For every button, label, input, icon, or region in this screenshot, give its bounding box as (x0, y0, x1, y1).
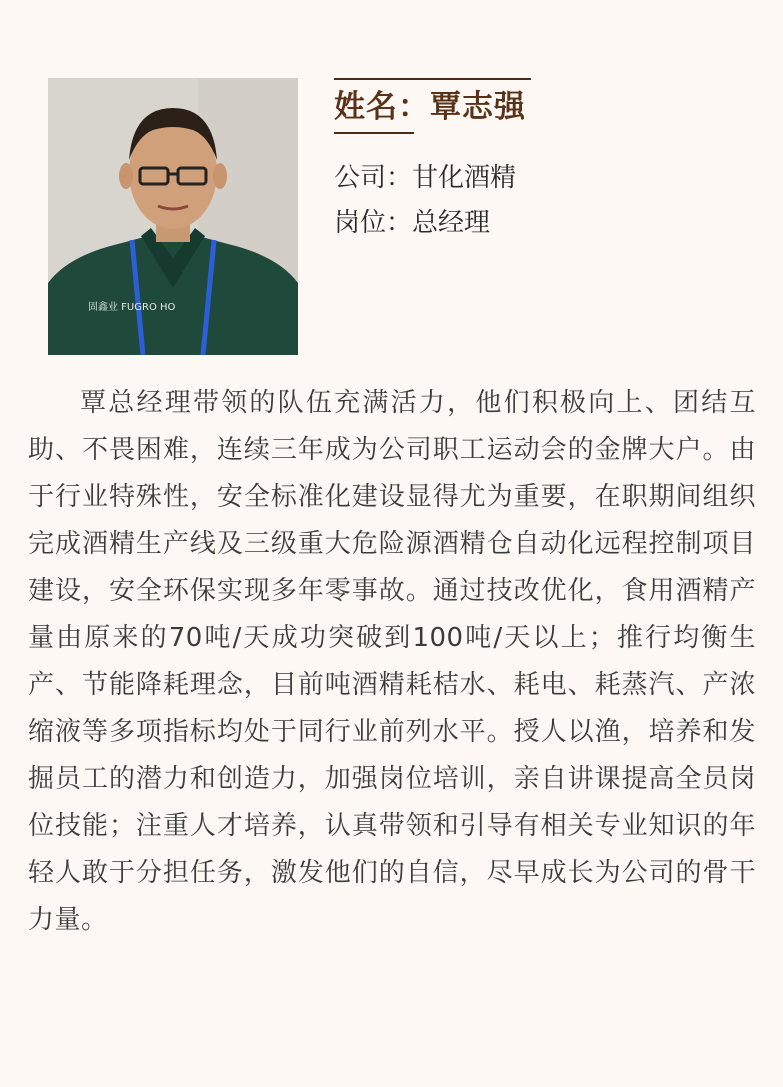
name-bottom-rule (334, 132, 414, 134)
position-info: 岗位：总经理 (334, 208, 491, 238)
profile-photo (48, 78, 298, 355)
shirt-logo: 固鑫业 FUGRO HO (88, 302, 176, 313)
name-title: 姓名：覃志强 (334, 89, 526, 125)
bio-paragraph: 覃总经理带领的队伍充满活力，他们积极向上、团结互助、不畏困难，连续三年成为公司职工运动会的金牌大户。由于行业特殊性，安全标准化建设显得尤为重要，在职期间组织完成酒精生产线及三级重大危险源酒精仓自动化远程控制项目建设，安全环保实现多年零事故。通过技改优化，食用酒精产量由原来的70吨/天成功突破到100吨/天以上；推行均衡生产、节能降耗理念，目前吨酒精耗桔水、耗电、耗蒸汽、产浓缩液等多项指标均处于同行业前列水平。授人以渔，培养和发掘员工的潜力和创造力，加强岗位培训，亲自讲课提高全员岗位技能；注重人才培养，认真带领和引导有相关专业知识的年轻人敢于分担任务，激发他们的自信，尽早成长为公司的骨干力量。 (28, 388, 756, 935)
company-info: 公司：甘化酒精 (334, 163, 517, 193)
name-top-rule (334, 78, 531, 80)
